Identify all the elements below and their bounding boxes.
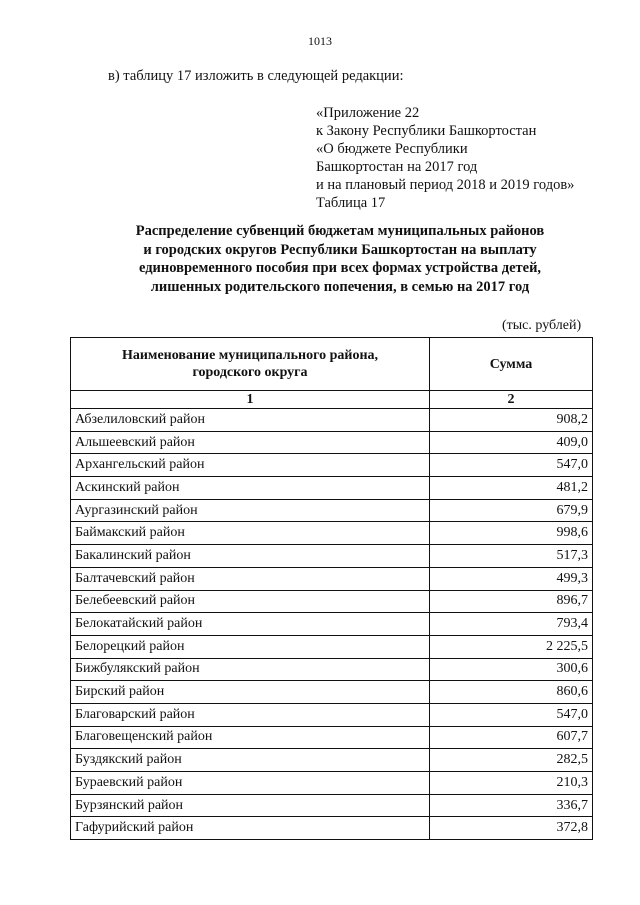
table-row xyxy=(71,772,593,795)
table-row xyxy=(71,454,593,477)
title-line: лишенных родительского попечения, в семью на 2017 год xyxy=(150,278,530,295)
district-name: Белебеевский район xyxy=(71,590,430,613)
table-row xyxy=(71,567,593,590)
subsidy-amount: 679,9 xyxy=(430,499,593,522)
title-line: и городских округов Республики Башкортостан на выплату xyxy=(143,241,537,258)
table-row xyxy=(71,431,593,454)
district-name: Гафурийский район xyxy=(71,817,430,840)
subsidy-amount: 372,8 xyxy=(430,817,593,840)
district-name: Абзелиловский район xyxy=(71,409,430,432)
title-line: единовременного пособия при всех формах устройства детей, xyxy=(138,260,542,276)
units-label: (тыс. рублей) xyxy=(502,318,582,333)
subsidy-amount: 481,2 xyxy=(430,477,593,500)
subsidy-amount: 998,6 xyxy=(430,522,593,545)
district-name: Белокатайский район xyxy=(71,613,430,636)
table-row xyxy=(71,658,593,681)
appendix-reference xyxy=(316,104,574,212)
table-row xyxy=(71,613,593,636)
header-name xyxy=(71,338,430,391)
column-number-row xyxy=(71,391,593,409)
table-row xyxy=(71,817,593,840)
district-name: Буздякский район xyxy=(71,749,430,772)
subsidy-amount: 547,0 xyxy=(430,454,593,477)
header-name-line: Наименование муниципального района, xyxy=(121,348,379,363)
appendix-line: Башкортостан на 2017 год xyxy=(316,159,478,175)
appendix-line: «Приложение 22 xyxy=(316,105,420,121)
district-name: Благоварский район xyxy=(71,703,430,726)
subsidy-amount: 908,2 xyxy=(430,409,593,432)
district-name: Бижбулякский район xyxy=(71,658,430,681)
column-number: 2 xyxy=(430,391,593,409)
subsidy-amount: 2 225,5 xyxy=(430,635,593,658)
subsidy-amount: 409,0 xyxy=(430,431,593,454)
subsidy-amount: 210,3 xyxy=(430,772,593,795)
district-name: Альшеевский район xyxy=(71,431,430,454)
table-row xyxy=(71,590,593,613)
district-name: Балтачевский район xyxy=(71,567,430,590)
district-name: Благовещенский район xyxy=(71,726,430,749)
district-name: Бурзянский район xyxy=(71,794,430,817)
appendix-line: Таблица 17 xyxy=(316,195,386,211)
subsidy-amount: 793,4 xyxy=(430,613,593,636)
district-name: Белорецкий район xyxy=(71,635,430,658)
table-row xyxy=(71,545,593,568)
subsidy-amount: 607,7 xyxy=(430,726,593,749)
appendix-line: и на плановый период 2018 и 2019 годов» xyxy=(316,177,575,193)
table-row xyxy=(71,522,593,545)
subsidy-amount: 300,6 xyxy=(430,658,593,681)
subsidy-amount: 547,0 xyxy=(430,703,593,726)
header-amount: Сумма xyxy=(430,338,593,391)
subsidy-amount: 860,6 xyxy=(430,681,593,704)
district-name: Бураевский район xyxy=(71,772,430,795)
table-row xyxy=(71,409,593,432)
district-name: Бирский район xyxy=(71,681,430,704)
table-row xyxy=(71,635,593,658)
page-number: 1013 xyxy=(308,34,332,48)
subsidy-amount: 517,3 xyxy=(430,545,593,568)
table-header-row xyxy=(71,338,593,391)
table-body xyxy=(71,409,593,840)
subsidy-amount: 336,7 xyxy=(430,794,593,817)
district-name: Архангельский район xyxy=(71,454,430,477)
subsidy-amount: 499,3 xyxy=(430,567,593,590)
district-name: Аургазинский район xyxy=(71,499,430,522)
district-name: Аскинский район xyxy=(71,477,430,500)
title-line: Распределение субвенций бюджетам муниципальных районов xyxy=(135,223,545,239)
table-row xyxy=(71,499,593,522)
appendix-line: «О бюджете Республики xyxy=(316,141,468,157)
table-row xyxy=(71,749,593,772)
subsidy-table xyxy=(70,337,593,840)
table-row xyxy=(71,681,593,704)
appendix-line: к Закону Республики Башкортостан xyxy=(316,123,537,139)
document-title xyxy=(60,222,620,296)
header-name-line: городского округа xyxy=(192,365,308,380)
column-number: 1 xyxy=(71,391,430,409)
table-row xyxy=(71,726,593,749)
table-row xyxy=(71,703,593,726)
subsidy-amount: 282,5 xyxy=(430,749,593,772)
district-name: Баймакский район xyxy=(71,522,430,545)
table-row xyxy=(71,794,593,817)
intro-text: в) таблицу 17 изложить в следующей редакции: xyxy=(108,68,404,84)
subsidy-amount: 896,7 xyxy=(430,590,593,613)
table-row xyxy=(71,477,593,500)
district-name: Бакалинский район xyxy=(71,545,430,568)
